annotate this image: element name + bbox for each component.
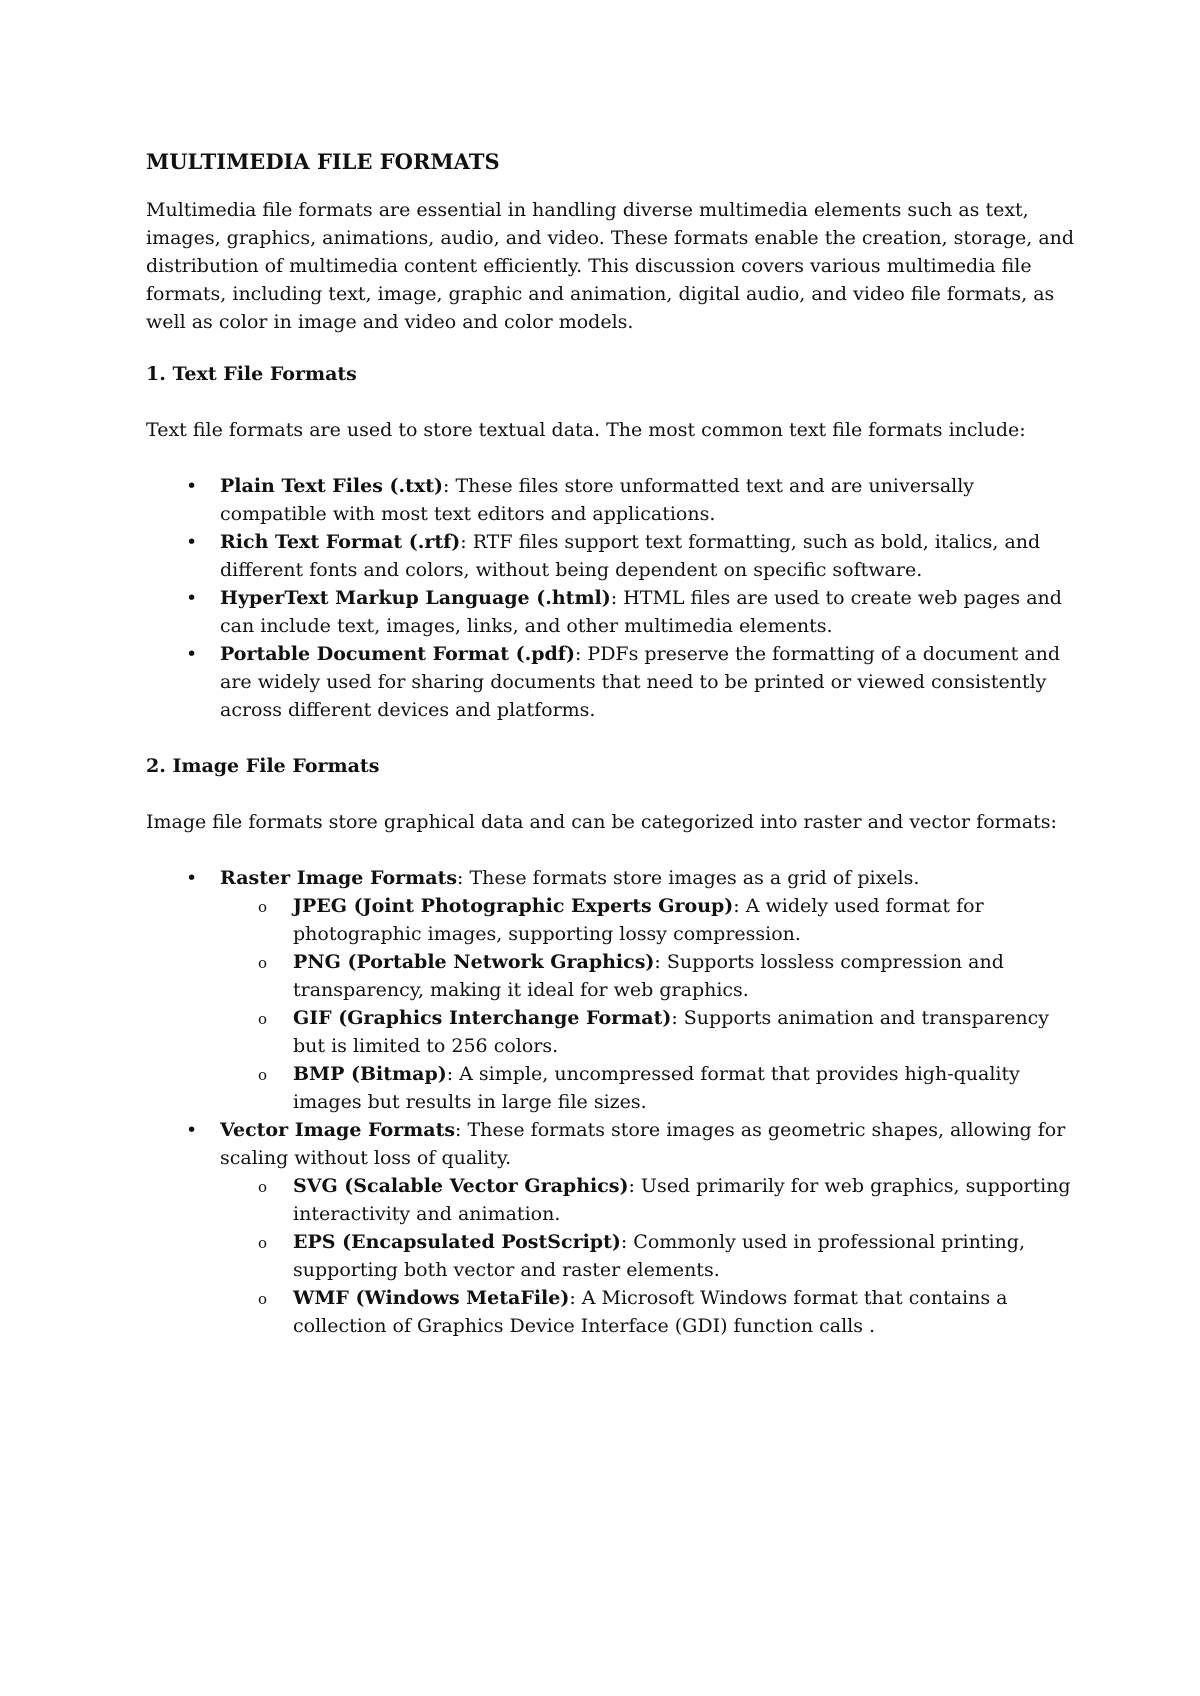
image-formats-list [146,864,1076,1340]
term-vector: Vector Image Formats [220,1119,456,1141]
intro-paragraph: Multimedia file formats are essential in handling diverse multimedia elements such as text, images, graphics, animations, audio, and video. These formats enable the creation, storage, and distribution of multimedia content efficiently. This discussion covers various multimedia file formats, including text, image, graphic and animation, digital audio, and video file formats, as well as color in image and video and color models. [146,199,1075,333]
term-plain-text: Plain Text Files (.txt) [220,475,444,497]
term-wmf: WMF (Windows MetaFile) [293,1287,570,1309]
list-item-plain-text [146,472,1076,528]
desc-raster: : These formats store images as a grid of pixels. [457,867,920,889]
desc-pdf: : PDFs preserve the formatting of a document and are widely used for sharing documents that need to be printed or viewed consistently across different devices and platforms. [220,643,1061,721]
section-lead-image-file-formats: Image file formats store graphical data and can be categorized into raster and vector formats: [146,811,1057,833]
term-png: PNG (Portable Network Graphics) [293,951,655,973]
sublist-item-jpeg [220,892,1076,948]
list-item-pdf [146,640,1076,724]
sublist-item-png [220,948,1076,1004]
list-item-raster [146,864,1076,1116]
section-heading-text-file-formats: 1. Text File Formats [146,363,357,385]
term-html: HyperText Markup Language (.html) [220,587,611,609]
sublist-item-svg [220,1172,1076,1228]
desc-vector: : These formats store images as geometric shapes, allowing for scaling without loss of quality. [220,1119,1066,1169]
sublist-item-bmp [220,1060,1076,1116]
document-content [146,148,1076,1368]
list-item-rtf [146,528,1076,584]
term-eps: EPS (Encapsulated PostScript) [293,1231,621,1253]
term-raster: Raster Image Formats [220,867,458,889]
desc-html: : HTML files are used to create web pages and can include text, images, links, and other multimedia elements. [220,587,1062,637]
term-pdf: Portable Document Format (.pdf) [220,643,575,665]
section-heading-image-file-formats: 2. Image File Formats [146,755,380,777]
desc-plain-text: : These files store unformatted text and are universally compatible with most text editors and applications. [220,475,975,525]
sublist-item-eps [220,1228,1076,1284]
desc-bmp: : A simple, uncompressed format that provides high-quality images but results in large file sizes. [293,1063,1020,1113]
term-bmp: BMP (Bitmap) [293,1063,447,1085]
list-item-html [146,584,1076,640]
desc-rtf: : RTF files support text formatting, such as bold, italics, and different fonts and colors, without being dependent on specific software. [220,531,1041,581]
desc-eps: : Commonly used in professional printing, supporting both vector and raster elements. [293,1231,1025,1281]
vector-formats-sublist [220,1172,1076,1340]
desc-svg: : Used primarily for web graphics, supporting interactivity and animation. [293,1175,1071,1225]
document-title: MULTIMEDIA FILE FORMATS [146,149,500,174]
term-jpeg: JPEG (Joint Photographic Experts Group) [293,895,734,917]
sublist-item-wmf [220,1284,1076,1340]
term-gif: GIF (Graphics Interchange Format) [293,1007,672,1029]
desc-png: : Supports lossless compression and transparency, making it ideal for web graphics. [293,951,1004,1001]
desc-jpeg: : A widely used format for photographic images, supporting lossy compression. [293,895,984,945]
raster-formats-sublist [220,892,1076,1116]
desc-gif: : Supports animation and transparency but is limited to 256 colors. [293,1007,1049,1057]
section-lead-text-file-formats: Text file formats are used to store textual data. The most common text file formats include: [146,419,1026,441]
term-rtf: Rich Text Format (.rtf) [220,531,461,553]
sublist-item-gif [220,1004,1076,1060]
list-item-vector [146,1116,1076,1340]
text-formats-list [146,472,1076,724]
desc-wmf: : A Microsoft Windows format that contains a collection of Graphics Device Interface (GDI) function calls . [293,1287,1008,1337]
term-svg: SVG (Scalable Vector Graphics) [293,1175,629,1197]
